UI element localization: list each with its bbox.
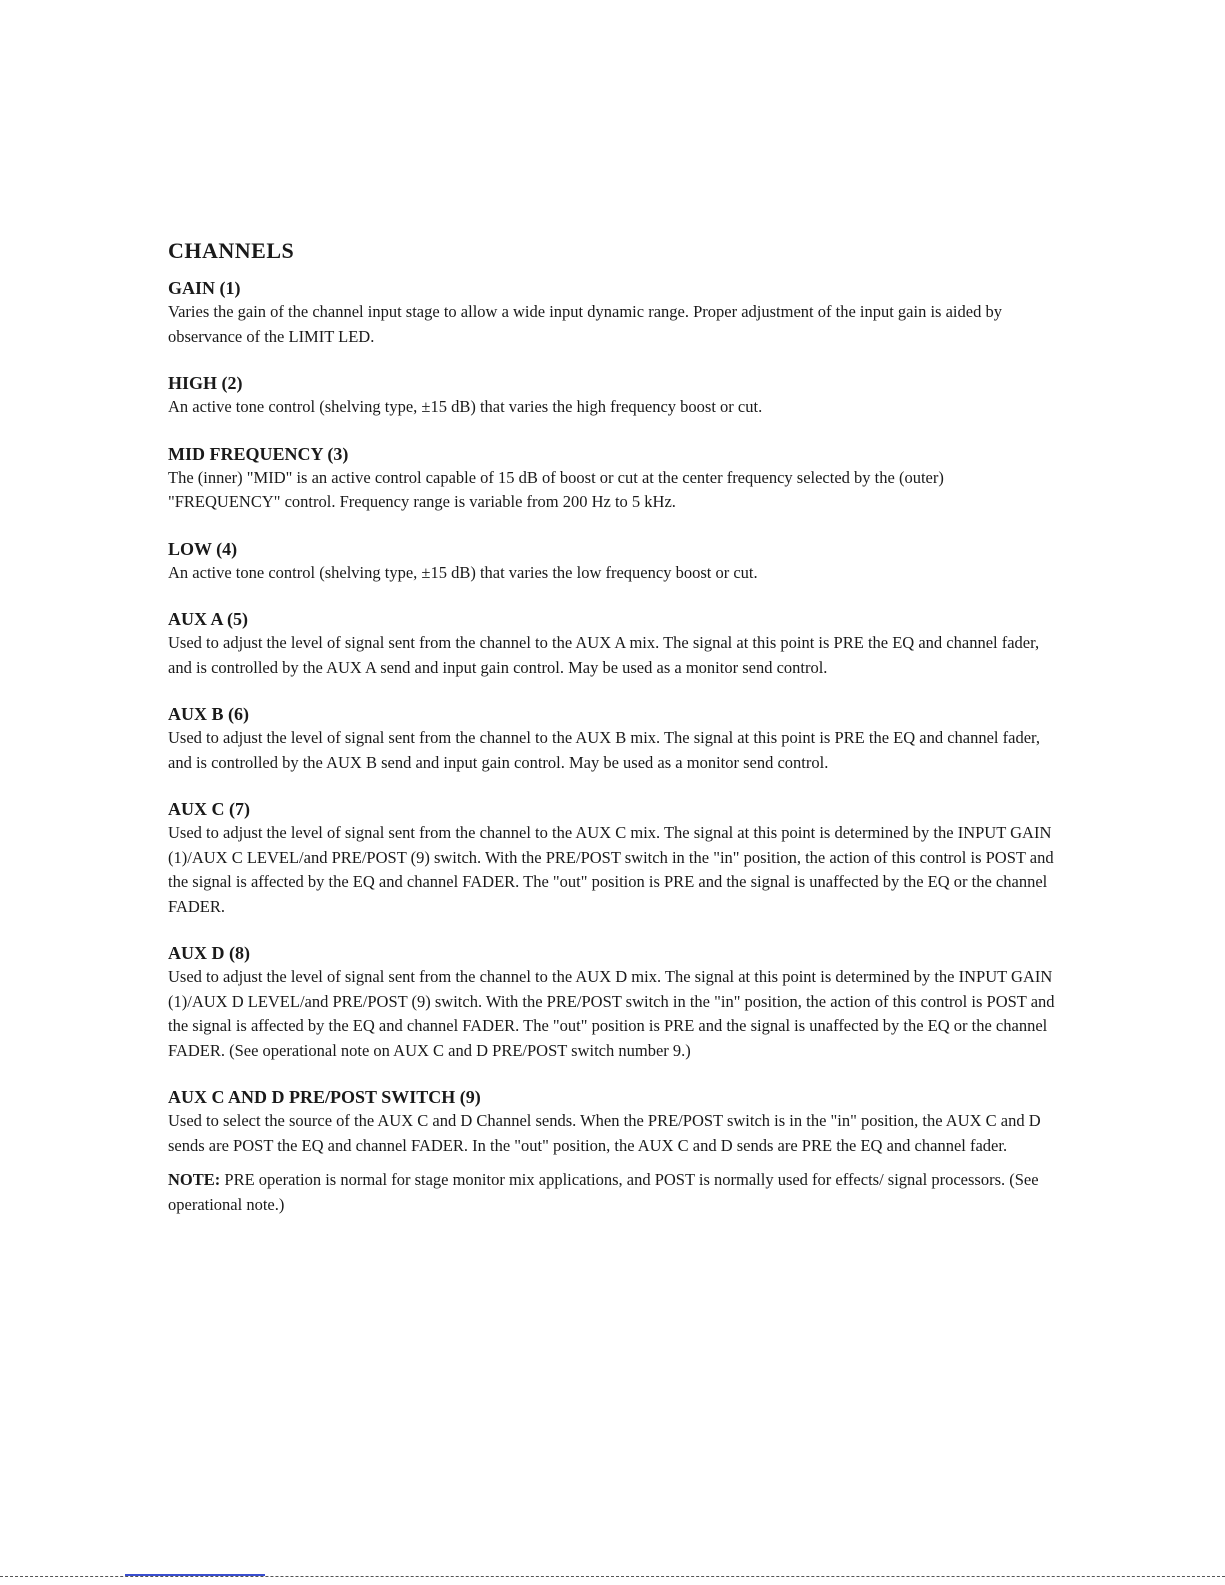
section-high xyxy=(168,371,1058,420)
section-heading: AUX B (6) xyxy=(168,704,249,724)
section-body: The (inner) "MID" is an active control capable of 15 dB of boost or cut at the center frequency selected by the (outer) "FREQUENCY" control. Frequency range is variable from 200 Hz to 5 kHz. xyxy=(168,467,944,511)
section-heading: HIGH (2) xyxy=(168,373,243,393)
section-body: Varies the gain of the channel input stage to allow a wide input dynamic range. Proper adjustment of the input gain is aided by observance of the LIMIT LED. xyxy=(168,302,1002,346)
section-body: An active tone control (shelving type, ±15 dB) that varies the low frequency boost or cut. xyxy=(168,562,758,582)
footer-link-underline xyxy=(125,1574,265,1576)
section-body: Used to adjust the level of signal sent from the channel to the AUX C mix. The signal at this point is determined by the INPUT GAIN (1)/AUX C LEVEL/and PRE/POST (9) switch. With the PRE/POST switch in the "in" position, the action of this control is POST and the signal is affected by the EQ and channel FADER. The "out" position is PRE and the signal is unaffected by the EQ or the channel FADER. xyxy=(168,823,1054,916)
section-body: Used to adjust the level of signal sent from the channel to the AUX B mix. The signal at this point is PRE the EQ and channel fader, and is controlled by the AUX B send and input gain control. May be used as a monitor send control. xyxy=(168,728,1040,772)
section-body: An active tone control (shelving type, ±15 dB) that varies the high frequency boost or cut. xyxy=(168,397,763,416)
section-aux-a xyxy=(168,607,1058,680)
section-low xyxy=(168,537,1058,586)
section-aux-b xyxy=(168,702,1058,775)
section-heading: AUX C (7) xyxy=(168,799,250,819)
section-body: Used to adjust the level of signal sent from the channel to the AUX A mix. The signal at this point is PRE the EQ and channel fader, and is controlled by the AUX A send and input gain control. May be used as a monitor send control. xyxy=(168,633,1040,677)
note-paragraph xyxy=(168,1168,1058,1217)
section-aux-c xyxy=(168,797,1058,919)
document-page xyxy=(168,236,1058,1217)
note-text: PRE operation is normal for stage monitor mix applications, and POST is normally used for effects/ signal processors. (See operational note.) xyxy=(168,1170,1039,1214)
section-heading: AUX C AND D PRE/POST SWITCH (9) xyxy=(168,1087,481,1107)
page-title: CHANNELS xyxy=(168,238,295,263)
footer-divider xyxy=(0,1576,1225,1577)
section-mid-frequency xyxy=(168,442,1058,515)
section-body: Used to adjust the level of signal sent from the channel to the AUX D mix. The signal at this point is determined by the INPUT GAIN (1)/AUX D LEVEL/and PRE/POST (9) switch. With the PRE/POST switch in the "in" position, the action of this control is POST and the signal is affected by the EQ and channel FADER. The "out" position is PRE and the signal is unaffected by the EQ or the channel FADER. (See operational note on AUX C and D PRE/POST switch number 9.) xyxy=(168,967,1055,1060)
section-gain xyxy=(168,276,1058,349)
section-pre-post-switch xyxy=(168,1085,1058,1158)
section-aux-d xyxy=(168,941,1058,1063)
section-heading: AUX A (5) xyxy=(168,609,248,629)
section-heading: LOW (4) xyxy=(168,538,238,559)
note-label: NOTE: xyxy=(168,1170,221,1189)
section-body: Used to select the source of the AUX C and D Channel sends. When the PRE/POST switch is in the "in" position, the AUX C and D sends are POST the EQ and channel FADER. In the "out" position, the AUX C and D sends are PRE the EQ and channel fader. xyxy=(168,1111,1041,1155)
section-heading: MID FREQUENCY (3) xyxy=(168,443,349,464)
section-heading: GAIN (1) xyxy=(168,278,241,298)
section-heading: AUX D (8) xyxy=(168,943,250,963)
